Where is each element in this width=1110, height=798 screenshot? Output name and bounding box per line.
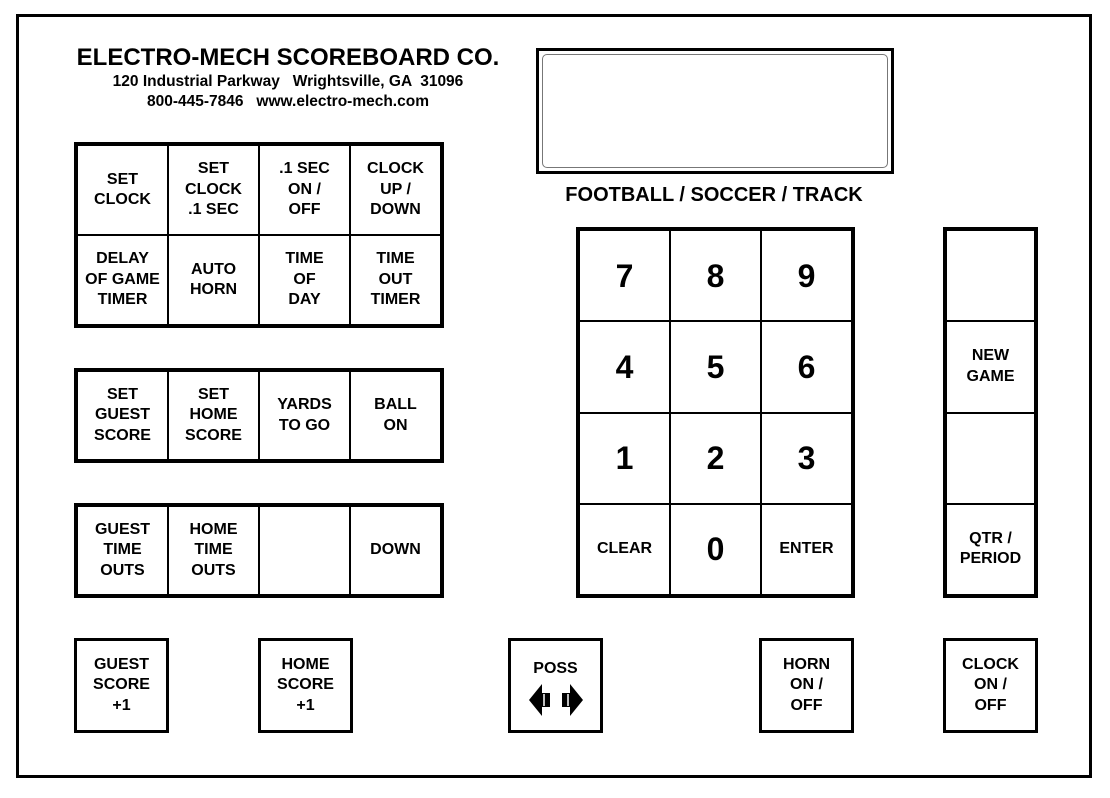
key-4[interactable]: 4	[579, 321, 670, 412]
left-arrow-icon	[529, 684, 551, 716]
score-key-block	[74, 368, 444, 463]
scoreboard-display	[536, 48, 894, 174]
company-name: ELECTRO-MECH SCOREBOARD CO.	[76, 44, 500, 71]
auto-horn-button[interactable]: AUTO HORN	[168, 235, 259, 325]
time-of-day-button[interactable]: TIME OF DAY	[259, 235, 350, 325]
qtr-period-button[interactable]: QTR / PERIOD	[946, 504, 1035, 595]
new-game-button[interactable]: NEW GAME	[946, 321, 1035, 412]
key-8[interactable]: 8	[670, 230, 761, 321]
blank-key-top[interactable]	[946, 230, 1035, 321]
key-1[interactable]: 1	[579, 413, 670, 504]
key-2[interactable]: 2	[670, 413, 761, 504]
company-contact: 800-445-7846 www.electro-mech.com	[146, 93, 429, 110]
clock-up-down-button[interactable]: CLOCK UP / DOWN	[350, 145, 441, 235]
company-address: 120 Industrial Parkway Wrightsville, GA 31096	[112, 73, 464, 90]
set-clock-button[interactable]: SET CLOCK	[77, 145, 168, 235]
possession-arrows	[529, 684, 583, 716]
set-guest-score-button[interactable]: SET GUEST SCORE	[77, 371, 168, 460]
possession-label: POSS	[533, 660, 578, 677]
yards-to-go-button[interactable]: YARDS TO GO	[259, 371, 350, 460]
key-7[interactable]: 7	[579, 230, 670, 321]
right-key-column	[943, 227, 1038, 598]
key-3[interactable]: 3	[761, 413, 852, 504]
key-0[interactable]: 0	[670, 504, 761, 595]
ball-on-button[interactable]: BALL ON	[350, 371, 441, 460]
blank-key[interactable]	[259, 506, 350, 595]
time-out-timer-button[interactable]: TIME OUT TIMER	[350, 235, 441, 325]
delay-of-game-timer-button[interactable]: DELAY OF GAME TIMER	[77, 235, 168, 325]
clock-key-block	[74, 142, 444, 328]
timeout-key-block	[74, 503, 444, 598]
clear-button[interactable]: CLEAR	[579, 504, 670, 595]
blank-key-middle[interactable]	[946, 413, 1035, 504]
guest-time-outs-button[interactable]: GUEST TIME OUTS	[77, 506, 168, 595]
key-5[interactable]: 5	[670, 321, 761, 412]
sport-mode-label: FOOTBALL / SOCCER / TRACK	[565, 184, 863, 206]
set-clock-tenth-button[interactable]: SET CLOCK .1 SEC	[168, 145, 259, 235]
guest-score-plus-one-button[interactable]: GUEST SCORE +1	[74, 638, 169, 733]
key-6[interactable]: 6	[761, 321, 852, 412]
horn-on-off-button[interactable]: HORN ON / OFF	[759, 638, 854, 733]
numeric-keypad	[576, 227, 855, 598]
home-score-plus-one-button[interactable]: HOME SCORE +1	[258, 638, 353, 733]
right-arrow-icon	[561, 684, 583, 716]
possession-button[interactable]	[508, 638, 603, 733]
enter-button[interactable]: ENTER	[761, 504, 852, 595]
home-time-outs-button[interactable]: HOME TIME OUTS	[168, 506, 259, 595]
key-9[interactable]: 9	[761, 230, 852, 321]
company-header	[58, 44, 518, 112]
tenth-sec-toggle-button[interactable]: .1 SEC ON / OFF	[259, 145, 350, 235]
display-window	[542, 54, 888, 168]
down-button[interactable]: DOWN	[350, 506, 441, 595]
clock-on-off-button[interactable]: CLOCK ON / OFF	[943, 638, 1038, 733]
set-home-score-button[interactable]: SET HOME SCORE	[168, 371, 259, 460]
